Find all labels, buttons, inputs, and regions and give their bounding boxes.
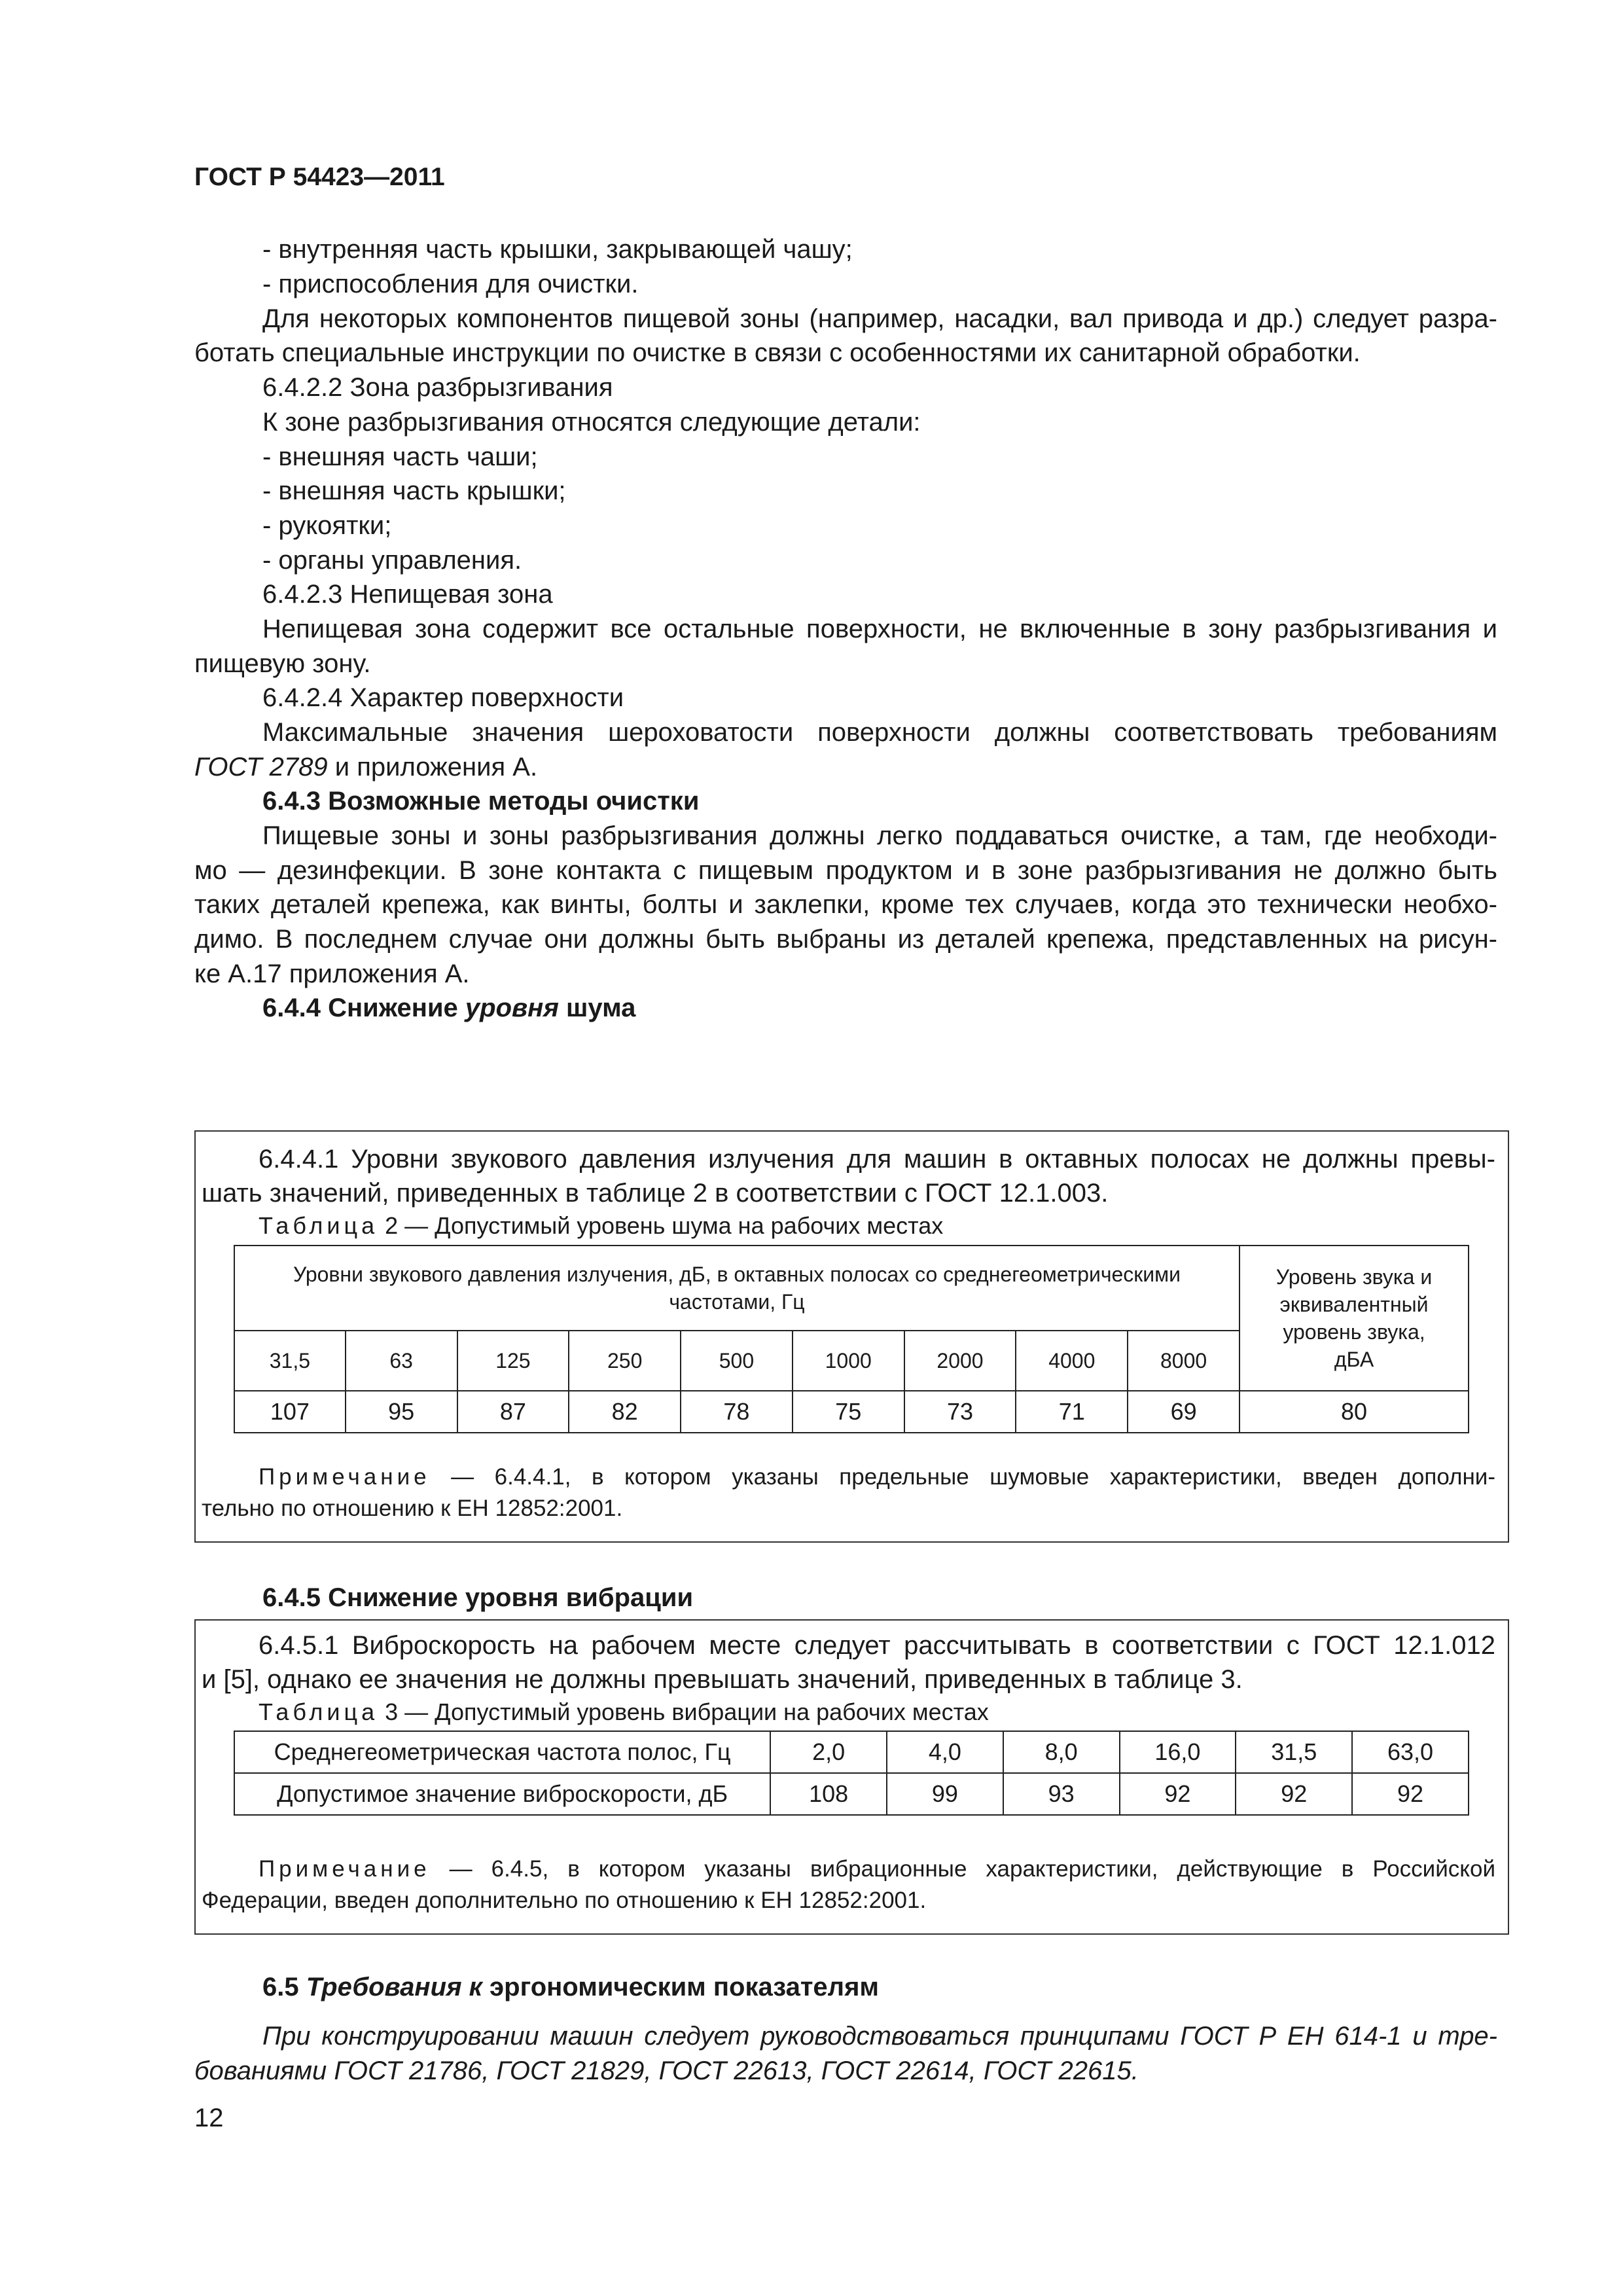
paragraph-line: ботать специальные инструкции по очистке в связи с особенностями их санитарной обработки.	[194, 338, 1361, 367]
value-cell: 82	[569, 1391, 681, 1433]
frequency-cell: 63,0	[1352, 1731, 1469, 1773]
value-cell: 75	[793, 1391, 904, 1433]
value-cell: 78	[681, 1391, 793, 1433]
paragraph-line: 6.4.5.1 Виброскорость на рабочем месте следует рассчитывать в соответствии с ГОСТ 12.1.012	[259, 1631, 1495, 1660]
value-cell: 95	[346, 1391, 457, 1433]
list-item: - органы управления.	[262, 546, 522, 575]
section-6422-title: 6.4.2.2 Зона разбрызгивания	[262, 373, 613, 402]
frequency-cell: 2,0	[770, 1731, 887, 1773]
row-label: Допустимое значение виброскорости, дБ	[234, 1773, 770, 1815]
paragraph-line: ГОСТ 2789 и приложения А.	[194, 753, 538, 781]
value-cell: 87	[457, 1391, 569, 1433]
document-id: ГОСТ Р 54423—2011	[194, 163, 445, 191]
frequency-cell: 1000	[793, 1331, 904, 1391]
frequency-cell: 125	[457, 1331, 569, 1391]
section-65-title: 6.5 Требования к эргономическим показателям	[262, 1973, 880, 2001]
frequency-cell: 500	[681, 1331, 793, 1391]
value-cell: 99	[887, 1773, 1003, 1815]
frequency-cell: 4000	[1016, 1331, 1128, 1391]
paragraph-line: К зоне разбрызгивания относятся следующие детали:	[262, 408, 921, 437]
noise-table	[234, 1245, 1469, 1433]
gost-reference-link: ГОСТ 2789	[194, 753, 328, 781]
paragraph-line: димо. В последнем случае они должны быть выбраны из деталей крепежа, представленных на рисун-	[194, 925, 1497, 954]
paragraph-line: 6.4.4.1 Уровни звукового давления излучения для машин в октавных полосах не должны превы-	[259, 1145, 1495, 1174]
table-2-note: Примечание — 6.4.4.1, в котором указаны предельные шумовые характеристики, введен дополни-	[259, 1464, 1495, 1490]
paragraph-line: Пищевые зоны и зоны разбрызгивания должны легко поддаваться очистке, а там, где необходи-	[262, 821, 1497, 850]
frequency-cell: 2000	[904, 1331, 1016, 1391]
value-cell: 71	[1016, 1391, 1128, 1433]
level-value-cell: 80	[1240, 1391, 1469, 1433]
value-cell: 69	[1128, 1391, 1240, 1433]
frequency-cell: 63	[346, 1331, 457, 1391]
paragraph-line: пищевую зону.	[194, 649, 371, 678]
paragraph-line: Максимальные значения шероховатости поверхности должны соответствовать требованиям	[262, 718, 1497, 747]
paragraph-line: При конструировании машин следует руководствоваться принципами ГОСТ Р ЕН 614-1 и тре-	[262, 2022, 1497, 2051]
value-cell: 92	[1236, 1773, 1352, 1815]
frequency-cell: 8000	[1128, 1331, 1240, 1391]
table-group-header: Уровни звукового давления излучения, дБ, в октавных полосах со среднегеометрическими частотами, Гц	[234, 1246, 1240, 1331]
frequency-cell: 4,0	[887, 1731, 1003, 1773]
page-number: 12	[194, 2104, 224, 2132]
paragraph-line: и [5], однако ее значения не должны превышать значений, приведенных в таблице 3.	[202, 1665, 1243, 1694]
frequency-cell: 8,0	[1003, 1731, 1120, 1773]
paragraph-line: ке А.17 приложения А.	[194, 960, 470, 988]
row-label: Среднегеометрическая частота полос, Гц	[234, 1731, 770, 1773]
value-cell: 92	[1120, 1773, 1236, 1815]
value-cell: 92	[1352, 1773, 1469, 1815]
frequency-cell: 250	[569, 1331, 681, 1391]
frequency-cell: 16,0	[1120, 1731, 1236, 1773]
paragraph-line: Для некоторых компонентов пищевой зоны (например, насадки, вал привода и др.) следует разра-	[262, 304, 1497, 333]
section-6423-title: 6.4.2.3 Непищевая зона	[262, 580, 553, 609]
frequency-cell: 31,5	[234, 1331, 346, 1391]
table-level-header: Уровень звука и эквивалентный уровень звука, дБА	[1240, 1246, 1469, 1391]
paragraph-line: бованиями ГОСТ 21786, ГОСТ 21829, ГОСТ 22613, ГОСТ 22614, ГОСТ 22615.	[194, 2056, 1139, 2085]
list-item: - рукоятки;	[262, 511, 392, 540]
section-644-title: 6.4.4 Снижение уровня шума	[262, 994, 636, 1022]
table-3-note: Примечание — 6.4.5, в котором указаны вибрационные характеристики, действующие в Российской	[259, 1856, 1495, 1882]
value-cell: 93	[1003, 1773, 1120, 1815]
section-643-title: 6.4.3 Возможные методы очистки	[262, 787, 700, 816]
list-item: - внутренняя часть крышки, закрывающей чашу;	[262, 235, 853, 264]
list-item: - внешняя часть чаши;	[262, 442, 538, 471]
value-cell: 108	[770, 1773, 887, 1815]
vibration-table	[234, 1731, 1469, 1816]
frequency-cell: 31,5	[1236, 1731, 1352, 1773]
list-item: - внешняя часть крышки;	[262, 476, 566, 505]
section-6424-title: 6.4.2.4 Характер поверхности	[262, 683, 624, 712]
value-cell: 73	[904, 1391, 1016, 1433]
table-3-note-cont: Федерации, введен дополнительно по отношению к ЕН 12852:2001.	[202, 1888, 927, 1913]
paragraph-line: шать значений, приведенных в таблице 2 в соответствии с ГОСТ 12.1.003.	[202, 1179, 1109, 1208]
paragraph-line: Непищевая зона содержит все остальные поверхности, не включенные в зону разбрызгивания и	[262, 615, 1497, 643]
table-2-caption: Таблица 2 — Допустимый уровень шума на рабочих местах	[259, 1212, 944, 1239]
table-3-caption: Таблица 3 — Допустимый уровень вибрации на рабочих местах	[259, 1698, 989, 1725]
paragraph-line: мо — дезинфекции. В зоне контакта с пищевым продуктом и в зоне разбрызгивания не должно быть	[194, 856, 1497, 885]
table-2-note-cont: тельно по отношению к ЕН 12852:2001.	[202, 1496, 623, 1521]
section-645-title: 6.4.5 Снижение уровня вибрации	[262, 1583, 694, 1612]
value-cell: 107	[234, 1391, 346, 1433]
list-item: - приспособления для очистки.	[262, 270, 639, 298]
paragraph-line: таких деталей крепежа, как винты, болты и заклепки, кроме тех случаев, когда это технически необхо-	[194, 890, 1497, 919]
